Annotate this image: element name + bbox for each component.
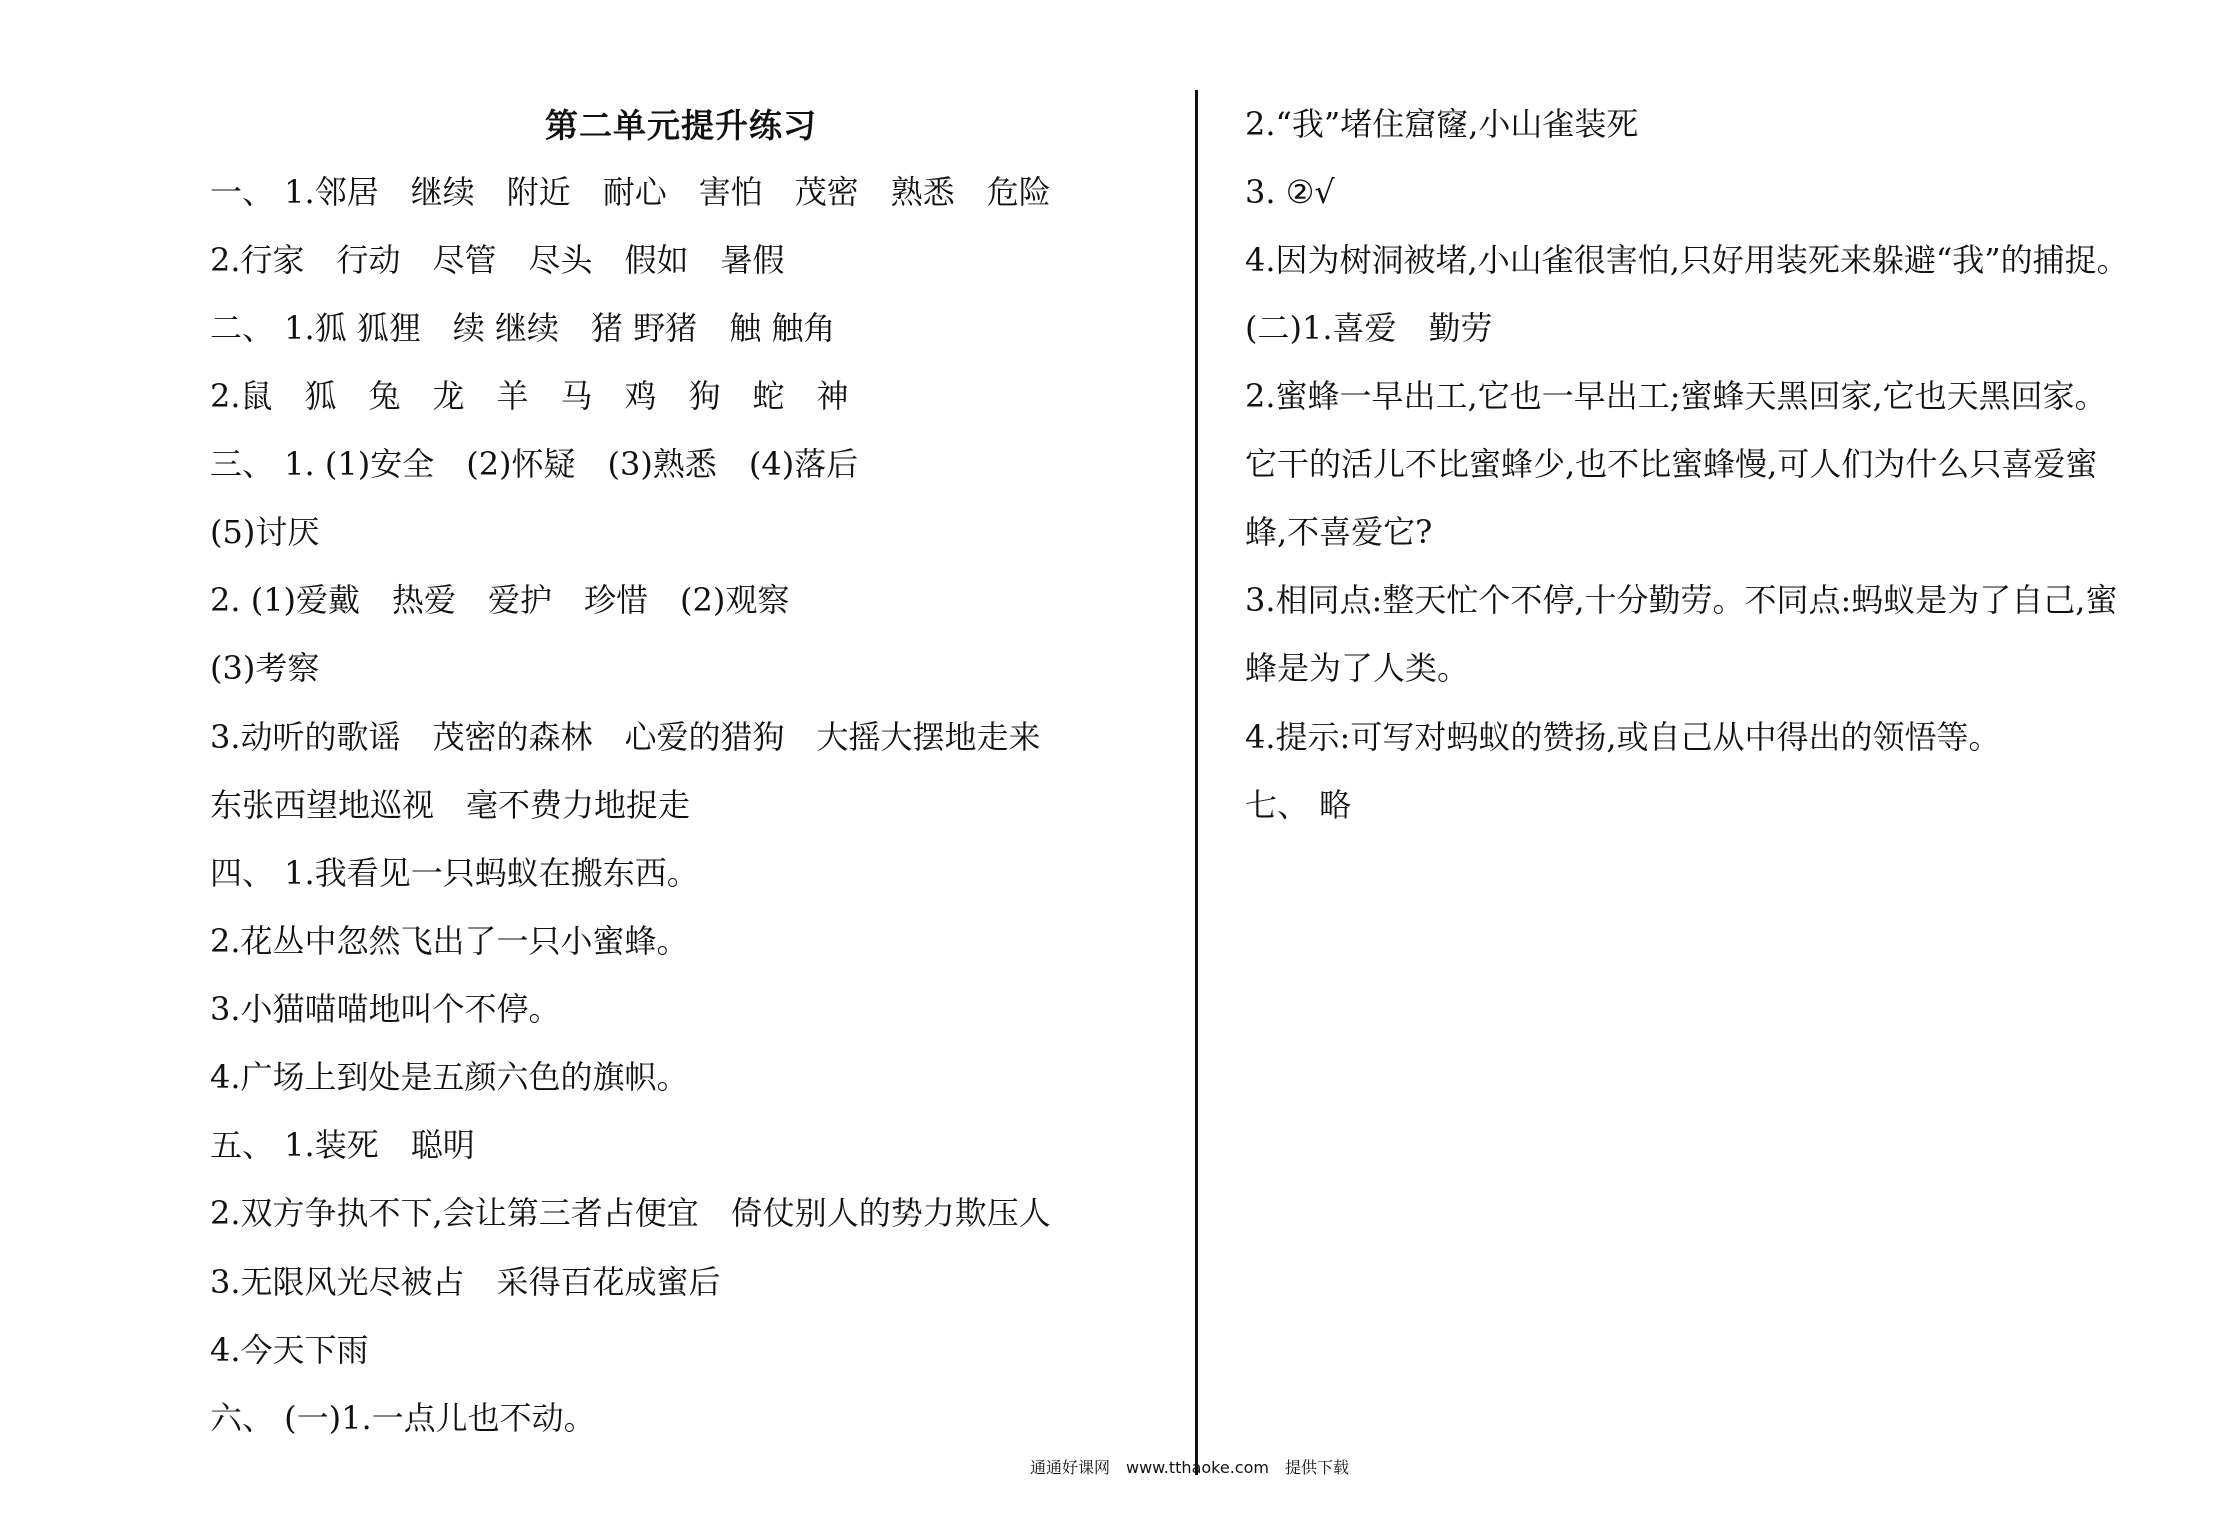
right-line-5: 2.蜜蜂一早出工,它也一早出工;蜜蜂天黑回家,它也天黑回家。 (1245, 377, 2107, 415)
left-line-15: 五、 1.装死 聪明 (210, 1126, 475, 1164)
right-line-6: 它干的活儿不比蜜蜂少,也不比蜜蜂慢,可人们为什么只喜爱蜜 (1245, 445, 2098, 483)
right-line-10: 4.提示:可写对蚂蚁的赞扬,或自己从中得出的领悟等。 (1245, 718, 2001, 756)
left-line-6: (5)讨厌 (210, 513, 320, 551)
left-line-1: 一、 1.邻居 继续 附近 耐心 害怕 茂密 熟悉 危险 (210, 173, 1051, 211)
left-line-7: 2. (1)爱戴 热爱 爱护 珍惜 (2)观察 (210, 581, 790, 619)
right-line-9: 蜂是为了人类。 (1245, 649, 1470, 687)
left-line-3: 二、 1.狐 狐狸 续 继续 猪 野猪 触 触角 (210, 309, 836, 347)
left-line-8: (3)考察 (210, 649, 320, 687)
left-line-10: 东张西望地巡视 毫不费力地捉走 (210, 786, 691, 824)
right-line-2: 3. ②√ (1245, 173, 1335, 211)
left-line-18: 4.今天下雨 (210, 1331, 369, 1369)
page-title: 第二单元提升练习 (545, 106, 817, 145)
left-line-9: 3.动听的歌谣 茂密的森林 心爱的猎狗 大摇大摆地走来 (210, 718, 1041, 756)
left-line-19: 六、 (一)1.一点儿也不动。 (210, 1399, 596, 1437)
left-line-13: 3.小猫喵喵地叫个不停。 (210, 990, 561, 1028)
right-line-1: 2.“我”堵住窟窿,小山雀装死 (1245, 105, 1639, 143)
left-line-16: 2.双方争执不下,会让第三者占便宜 倚仗别人的势力欺压人 (210, 1194, 1051, 1232)
right-line-7: 蜂,不喜爱它? (1245, 513, 1433, 551)
left-line-17: 3.无限风光尽被占 采得百花成蜜后 (210, 1263, 721, 1301)
right-line-11: 七、 略 (1245, 786, 1352, 824)
left-line-2: 2.行家 行动 尽管 尽头 假如 暑假 (210, 241, 785, 279)
left-line-5: 三、 1. (1)安全 (2)怀疑 (3)熟悉 (4)落后 (210, 445, 859, 483)
right-line-3: 4.因为树洞被堵,小山雀很害怕,只好用装死来躲避“我”的捕捉。 (1245, 241, 2129, 279)
left-line-11: 四、 1.我看见一只蚂蚁在搬东西。 (210, 854, 699, 892)
footer-credit: 通通好课网 www.tthaoke.com 提供下载 (1030, 1458, 1349, 1477)
left-line-12: 2.花丛中忽然飞出了一只小蜜蜂。 (210, 922, 689, 960)
column-divider (1195, 90, 1198, 1475)
right-line-4: (二)1.喜爱 勤劳 (1245, 309, 1493, 347)
right-line-8: 3.相同点:整天忙个不停,十分勤劳。不同点:蚂蚁是为了自己,蜜 (1245, 581, 2118, 619)
left-line-14: 4.广场上到处是五颜六色的旗帜。 (210, 1058, 689, 1096)
left-line-4: 2.鼠 狐 兔 龙 羊 马 鸡 狗 蛇 神 (210, 377, 849, 415)
